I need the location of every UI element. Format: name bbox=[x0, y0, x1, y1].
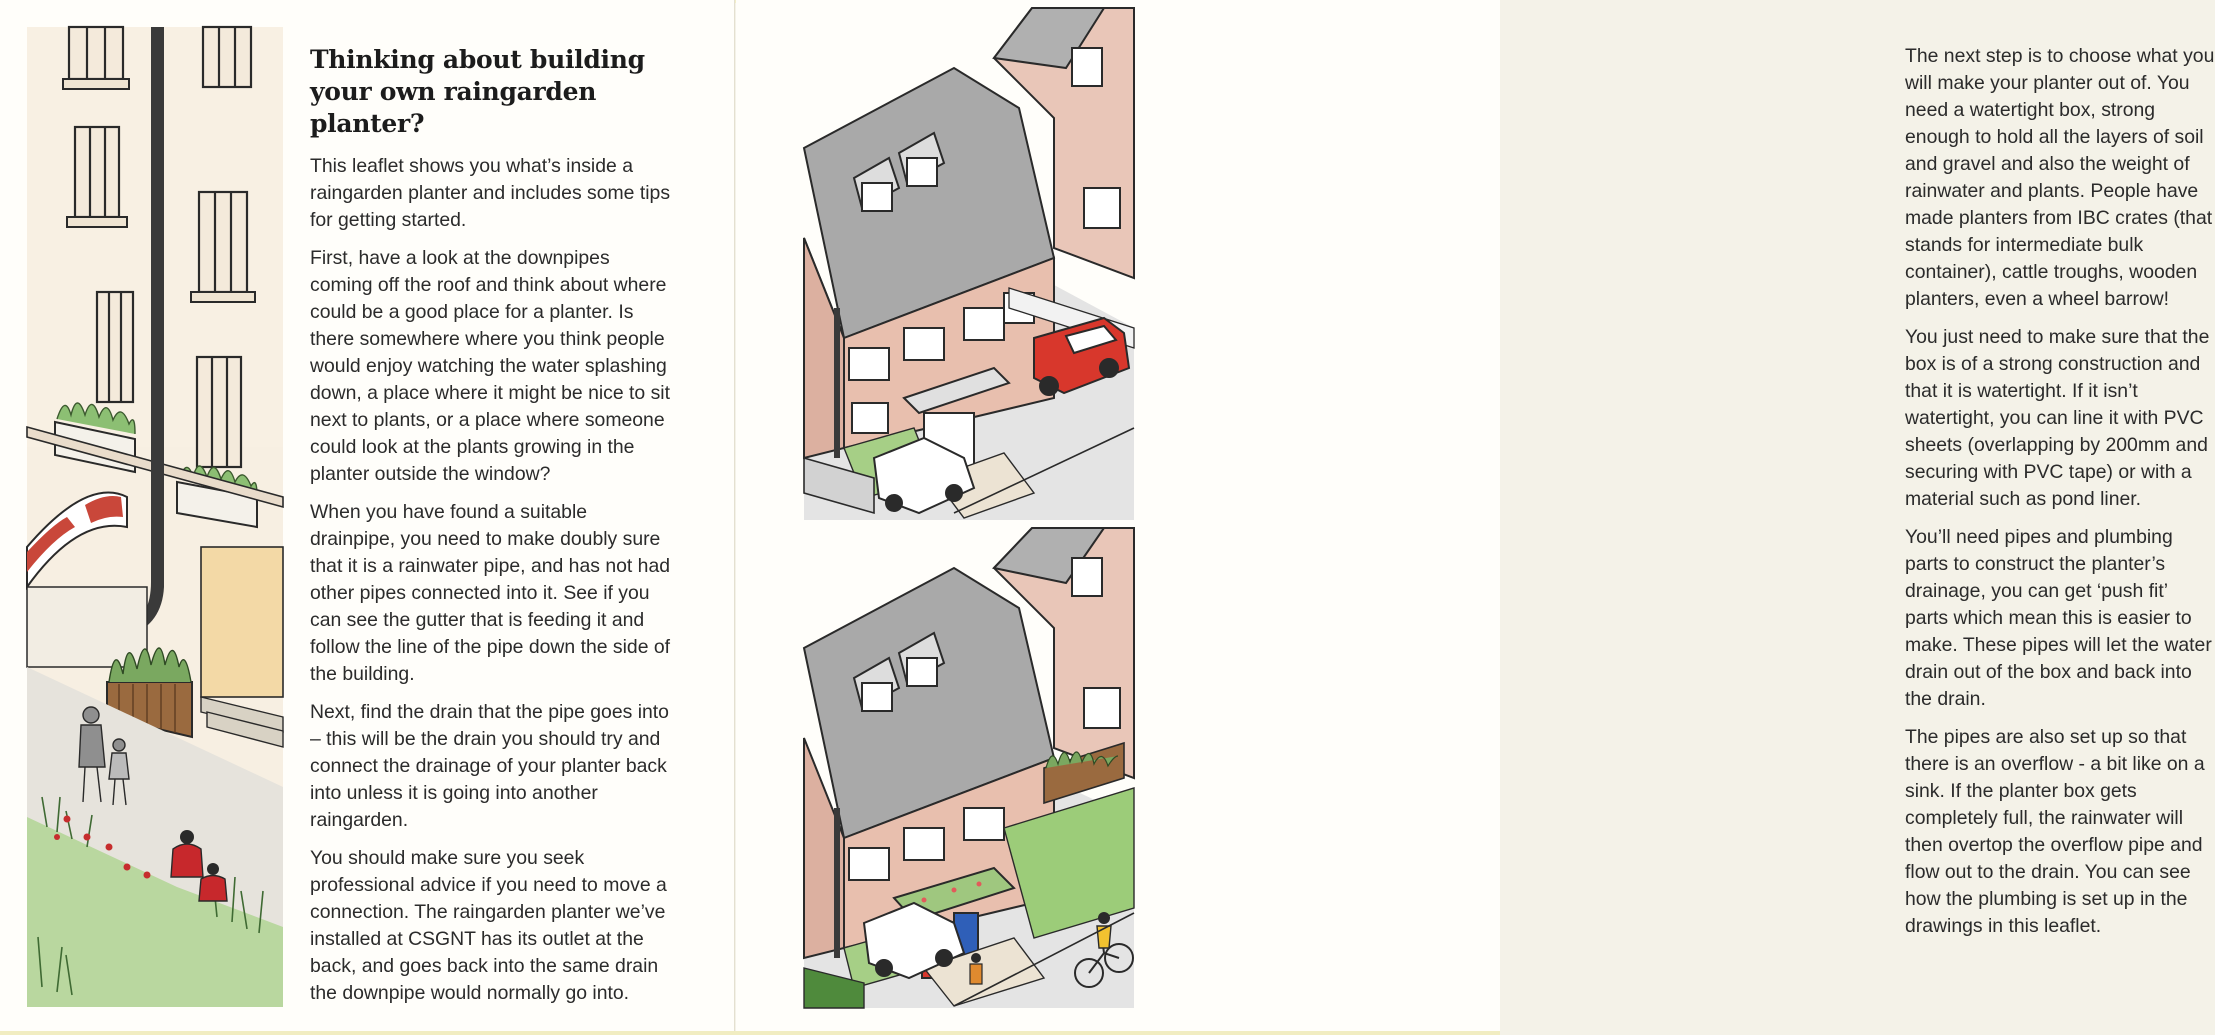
plumbing-paragraph: You’ll need pipes and plumbing parts to construct the planter’s drainage, you can get ‘push fit’ parts which mean this is easier to make. These pipes will let the water drain out of the box and back into the drain. bbox=[1905, 526, 2212, 710]
downpipe-paragraph: First, have a look at the downpipes coming off the roof and think about where could be a good place for a planter. Is there somewhere where you think people would enjoy watching the water splashing down, a place where it might be nice to sit next to plants, or a place where someone could look at the plants growing in the planter outside the window? bbox=[310, 247, 670, 485]
materials-paragraph: The next step is to choose what you will make your planter out of. You need a watertight box, strong enough to hold all the layers of soil and gravel and also the weight of rainwater and plants. People have made planters from IBC crates (that stands for intermediate bulk container), cattle troughs, wooden planters, even a wheel barrow! bbox=[1905, 45, 2215, 310]
left-page bbox=[0, 0, 735, 1035]
page-heading: Thinking about building your own raingarden planter? bbox=[310, 45, 645, 138]
building-drawing bbox=[27, 27, 283, 1007]
right-text-column bbox=[1905, 43, 2215, 951]
watertight-paragraph: You just need to make sure that the box is of a strong construction and that it is watertight. If it isn’t watertight, you can line it with PVC sheets (overlapping by 200mm and securing with PVC tape) or with a material such as pond liner. bbox=[1905, 326, 2210, 510]
advice-paragraph: You should make sure you seek professional advice if you need to move a connection. The raingarden planter we’ve installed at CSGNT has its outlet at the back, and goes back into the same drain the downpipe would normally go into. bbox=[310, 847, 667, 1004]
right-page bbox=[736, 0, 2215, 1035]
drain-paragraph: Next, find the drain that the pipe goes into – this will be the drain you should try and connect the drainage of your planter back into unless it is going into another raingarden. bbox=[310, 701, 669, 831]
house-after-illustration bbox=[804, 528, 1134, 1008]
drainpipe-paragraph: When you have found a suitable drainpipe, you need to make doubly sure that it is a rainwater pipe, and has not had other pipes connected into it. See if you can see the gutter that is feeding it and follow the line of the pipe down the side of the building. bbox=[310, 501, 671, 685]
house-before-drawing bbox=[804, 8, 1134, 520]
house-after-drawing bbox=[804, 528, 1134, 1008]
page-edge-bottom bbox=[0, 1031, 1500, 1035]
house-before-illustration bbox=[804, 8, 1134, 520]
street-building-illustration bbox=[27, 27, 283, 1007]
overflow-paragraph: The pipes are also set up so that there is an overflow - a bit like on a sink. If the planter box gets completely full, the rainwater will then overtop the overflow pipe and flow out to the drain. You can see how the plumbing is set up in the drawings in this leaflet. bbox=[1905, 726, 2205, 937]
intro-paragraph: This leaflet shows you what’s inside a raingarden planter and includes some tips for getting started. bbox=[310, 155, 671, 231]
left-text-column bbox=[310, 44, 675, 1018]
